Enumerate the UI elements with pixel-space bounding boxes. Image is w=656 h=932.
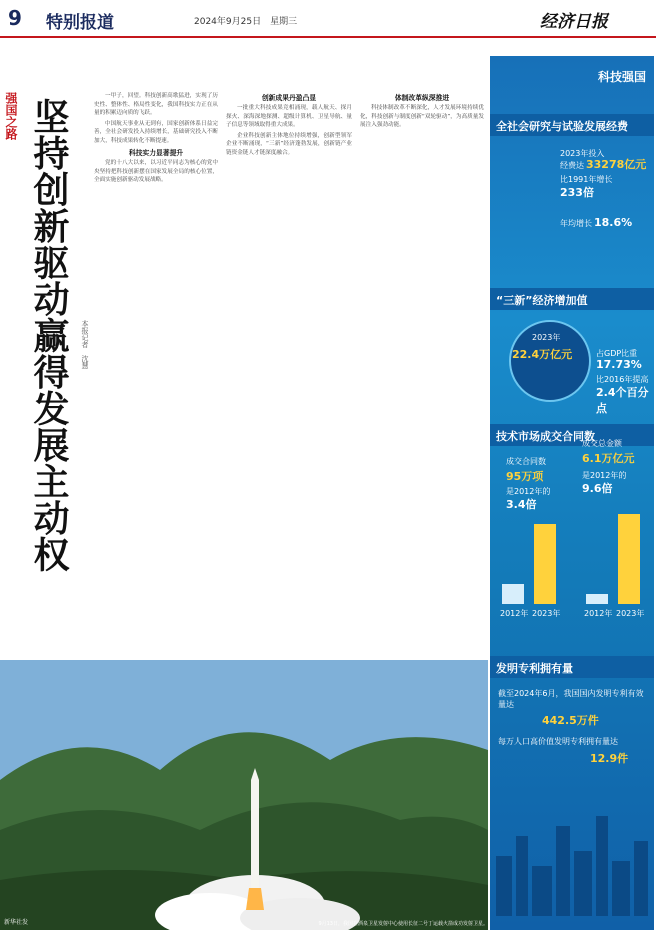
article-column-2 xyxy=(226,92,352,654)
stat-label: 比1991年增长 xyxy=(560,175,613,184)
bar-2012-contracts xyxy=(502,584,524,604)
subheading: 科技实力显著提升 xyxy=(128,149,184,157)
stat-value: 33278亿元 xyxy=(586,158,647,171)
band-title: 全社会研究与试验发展经费 xyxy=(496,120,628,133)
subheading: 体制改革纵深推进 xyxy=(394,94,450,102)
year-label: 2023年 xyxy=(532,609,561,618)
stat-label: 成交合同数 xyxy=(506,457,546,466)
tech-market-bar-graphic xyxy=(490,504,654,624)
byline: 本报记者 沈慧 xyxy=(81,320,89,369)
sidebar-title: 科技强国 xyxy=(597,70,646,84)
bar-2023-contracts xyxy=(534,524,556,604)
year-label: 2023年 xyxy=(616,609,645,618)
stat-value: 12.9件 xyxy=(590,752,629,765)
stat-value: 22.4万亿元 xyxy=(512,348,573,361)
photo-credit: 新华社发 xyxy=(4,919,29,926)
stat-label: 是2012年的 xyxy=(582,471,627,480)
section-title: 特别报道 xyxy=(46,13,114,33)
stat-value: 233倍 xyxy=(560,186,594,199)
stat-label: 截至2024年6月，我国国内发明专利有效量达 xyxy=(498,689,644,709)
stat-label: 是2012年的 xyxy=(506,487,551,496)
bar-2012-amount xyxy=(586,594,608,604)
band-title: 发明专利拥有量 xyxy=(496,662,573,675)
stat-value: 3.4倍 xyxy=(506,498,537,511)
stat-value: 95万项 xyxy=(506,470,544,483)
band-three-new-economy xyxy=(490,288,654,310)
newspaper-logo: 经济日报 xyxy=(540,12,608,32)
stat-label: 占GDP比重 xyxy=(596,349,638,358)
stat-value: 17.73% xyxy=(596,358,642,371)
page-number: 9 xyxy=(8,6,22,30)
city-skyline-graphic xyxy=(490,796,654,916)
stat-value: 442.5万件 xyxy=(542,714,599,727)
stat-value: 18.6% xyxy=(594,216,633,229)
band-patents xyxy=(490,656,654,678)
page-header xyxy=(0,0,656,38)
band-title: “三新”经济增加值 xyxy=(496,294,588,307)
bar-2023-amount xyxy=(618,514,640,604)
kicker: 强国之路 xyxy=(4,92,18,140)
issue-date: 2024年9月25日 星期三 xyxy=(194,17,298,27)
stat-label: 经费达 xyxy=(560,161,584,170)
stat-label: 2023年 xyxy=(532,333,561,342)
stat-label: 每万人口高价值发明专利拥有量达 xyxy=(498,737,618,746)
infographic-sidebar xyxy=(490,56,654,930)
stat-value: 9.6倍 xyxy=(582,482,613,495)
paragraph: 党的十八大以来，以习近平同志为核心的党中央坚持把科技创新摆在国家发展全局的核心位置，全面实施创新驱动发展战略。 xyxy=(94,160,218,183)
paragraph: 一批重大科技成果竞相涌现，载人航天、探月探火、深海深地探测、超级计算机、卫星导航、量子信息等领域取得重大成果。 xyxy=(226,105,352,128)
band-title: 技术市场成交合同数 xyxy=(496,430,595,443)
stat-label: 年均增长 xyxy=(560,219,592,228)
year-label: 2012年 xyxy=(500,609,529,618)
headline: 坚持创新驱动赢得发展主动权 xyxy=(28,98,69,573)
paragraph: 科技体制改革不断深化，人才发展环境持续优化，科技创新与制度创新“双轮驱动”，为高质量发展注入强劲动能。 xyxy=(360,105,484,128)
paragraph: 中国航天事业从无到有，国家创新体系日益完善，全社会研发投入持续增长，基础研究投入不断加大，科技成果转化不断提速。 xyxy=(94,120,218,144)
article-column-1 xyxy=(94,92,218,654)
paragraph: 企业科技创新主体地位持续增强，创新型领军企业不断涌现，“三新”经济蓬勃发展，创新链产业链资金链人才链深度融合。 xyxy=(226,132,352,156)
band-rd-spending xyxy=(490,114,654,136)
stat-value: 6.1万亿元 xyxy=(582,452,635,465)
stat-label: 成交总金额 xyxy=(582,439,622,448)
band-tech-market xyxy=(490,424,654,446)
sidebar-header xyxy=(490,64,654,88)
rocket-launch-photo xyxy=(0,660,488,930)
stat-label: 比2016年提高 xyxy=(596,375,649,384)
year-label: 2012年 xyxy=(584,609,613,618)
photo-caption: 9月13日，我国在酒泉卫星发射中心使用长征二号丁运载火箭成功发射卫星。 xyxy=(318,921,488,927)
subheading: 创新成果丹盈凸显 xyxy=(261,94,317,102)
stat-value: 2.4个百分点 xyxy=(596,386,649,415)
lead-paragraph: 一甲子，回望。科技创新高歌猛进，实现了历史性、整体性、格局性变化，我国科技实力正在从量的积累迈向质的飞跃。 xyxy=(94,93,218,116)
photo-illustration xyxy=(0,660,488,930)
stat-label: 2023年投入 xyxy=(560,149,605,158)
